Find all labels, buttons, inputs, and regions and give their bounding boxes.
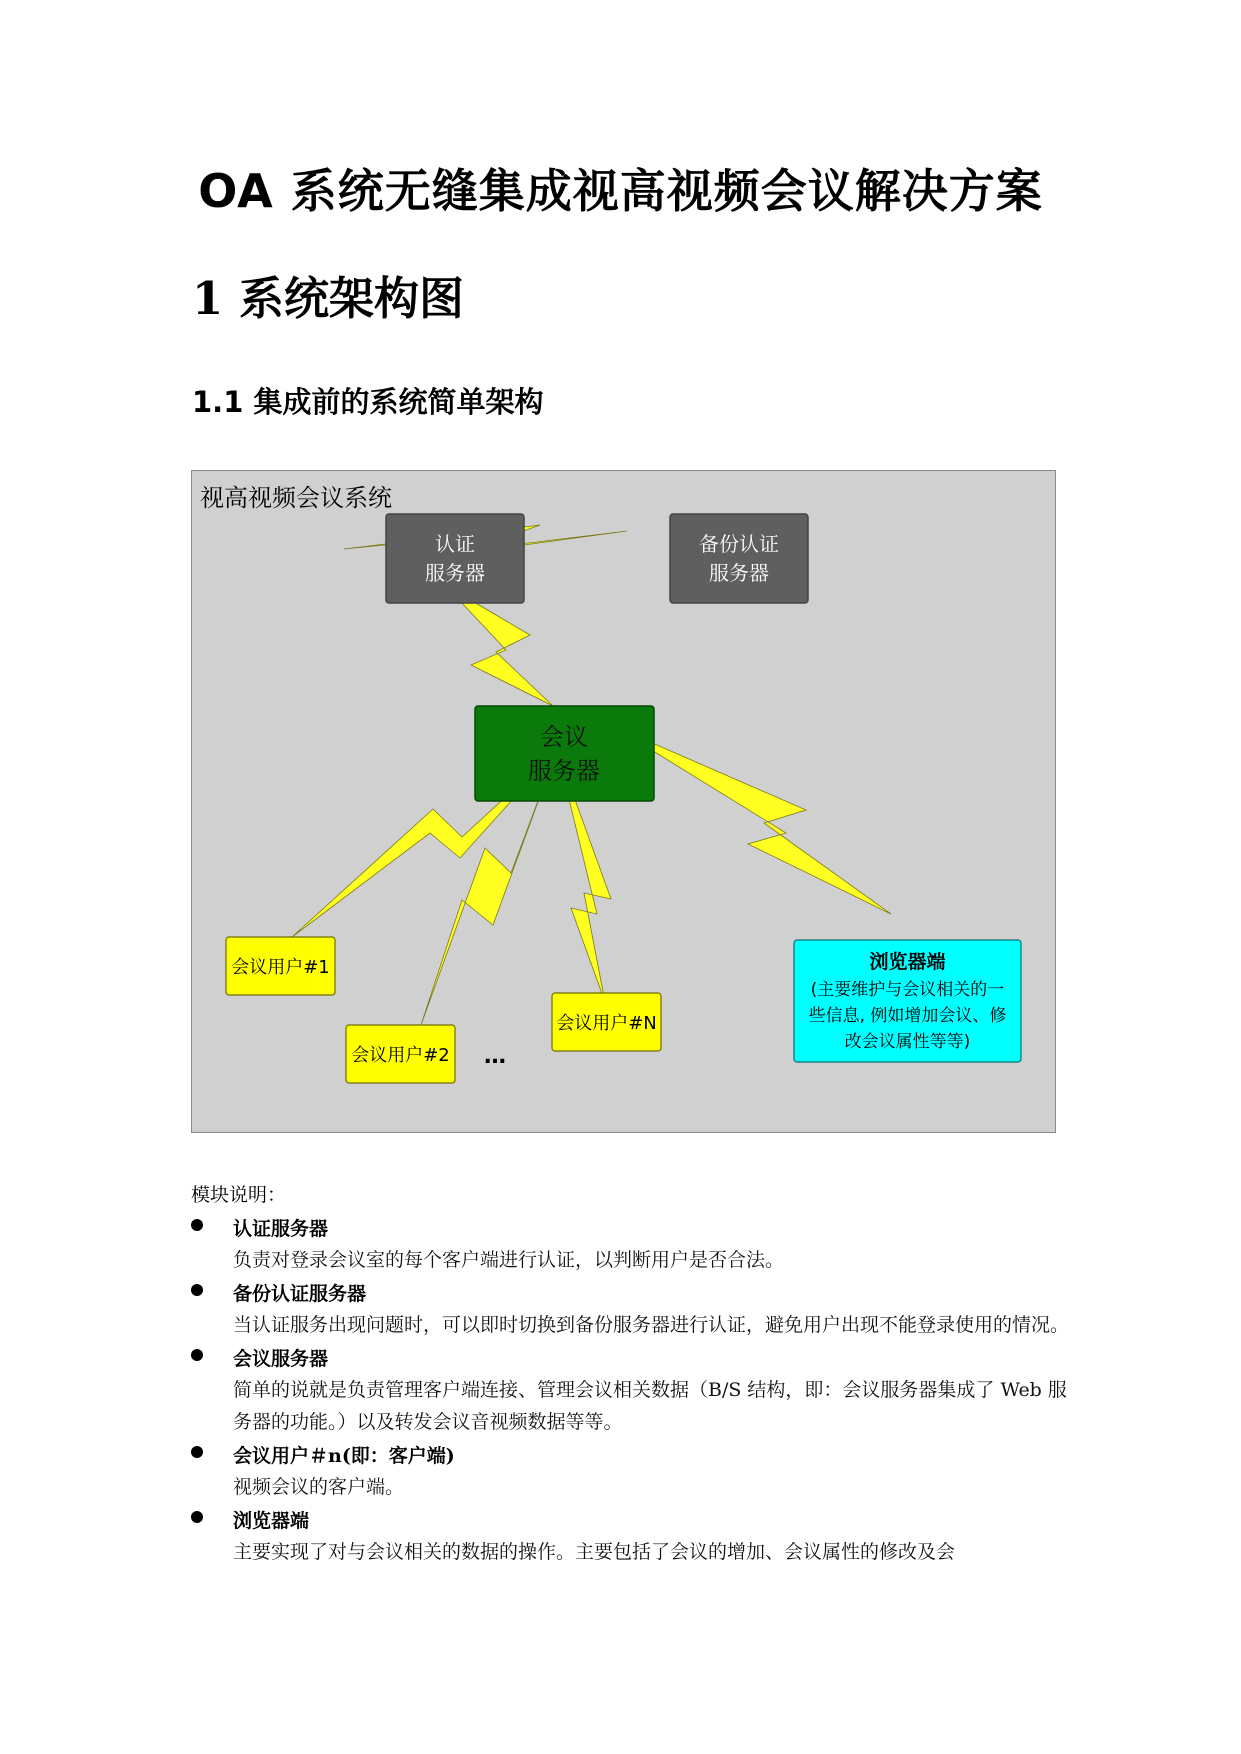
module-name: 认证服务器	[233, 1218, 329, 1240]
document-title: OA 系统无缝集成视高视频会议解决方案	[198, 164, 1043, 218]
list-item	[191, 1441, 1071, 1503]
module-desc: 视频会议的客户端。	[233, 1476, 405, 1498]
browser-title: 浏览器端	[869, 951, 946, 973]
list-item	[191, 1506, 1071, 1568]
bullet-icon	[191, 1446, 203, 1458]
list-item	[191, 1344, 1071, 1438]
architecture-diagram	[191, 470, 1056, 1133]
module-desc: 负责对登录会议室的每个客户端进行认证，以判断用户是否合法。	[233, 1249, 785, 1271]
user2-node	[346, 1025, 455, 1083]
backup-auth-server-label-line1: 备份认证	[699, 532, 779, 556]
module-intro: 模块说明：	[191, 1184, 287, 1206]
meeting-server-node	[475, 706, 654, 801]
bullet-icon	[191, 1511, 203, 1523]
module-desc: 简单的说就是负责管理客户端连接、管理会议相关数据（B/S 结构，即：会议服务器集成了 Web 服务器的功能。）以及转发会议音视频数据等等。	[233, 1379, 1067, 1433]
browser-desc-line1: (主要维护与会议相关的一	[810, 980, 1005, 1000]
bullet-icon	[191, 1349, 203, 1361]
meeting-server-label-line1: 会议	[540, 723, 588, 751]
user1-label: 会议用户#1	[231, 957, 330, 978]
bullet-icon	[191, 1284, 203, 1296]
auth-server-label-line1: 认证	[435, 532, 475, 556]
browser-desc-line2: 些信息, 例如增加会议、修	[808, 1006, 1007, 1026]
user1-node	[226, 937, 335, 995]
auth-server-node	[386, 514, 524, 603]
userN-label: 会议用户#N	[556, 1013, 657, 1034]
userN-node	[552, 993, 661, 1051]
auth-server-label-line2: 服务器	[425, 561, 485, 585]
backup-auth-server-label-line2: 服务器	[709, 561, 769, 585]
meeting-server-label-line2: 服务器	[528, 757, 600, 785]
browser-desc-line3: 改会议属性等等)	[844, 1032, 971, 1052]
module-list	[191, 1214, 1071, 1571]
users-ellipsis: …	[484, 1044, 506, 1069]
backup-auth-server-node	[670, 514, 808, 603]
module-name: 浏览器端	[233, 1510, 310, 1532]
module-desc: 当认证服务出现问题时，可以即时切换到备份服务器进行认证，避免用户出现不能登录使用的情况。	[233, 1314, 1070, 1336]
user2-label: 会议用户#2	[351, 1045, 450, 1066]
bullet-icon	[191, 1219, 203, 1231]
section-heading: 1 系统架构图	[192, 272, 464, 325]
list-item	[191, 1214, 1071, 1276]
subsection-heading: 1.1 集成前的系统简单架构	[192, 385, 544, 419]
module-name: 会议服务器	[233, 1348, 329, 1370]
module-name: 会议用户＃n(即：客户端)	[233, 1445, 455, 1467]
diagram-frame-label: 视高视频会议系统	[200, 484, 392, 512]
list-item	[191, 1279, 1071, 1341]
module-desc: 主要实现了对与会议相关的数据的操作。主要包括了会议的增加、会议属性的修改及会	[233, 1541, 956, 1563]
browser-node	[794, 940, 1021, 1062]
module-name: 备份认证服务器	[233, 1283, 367, 1305]
